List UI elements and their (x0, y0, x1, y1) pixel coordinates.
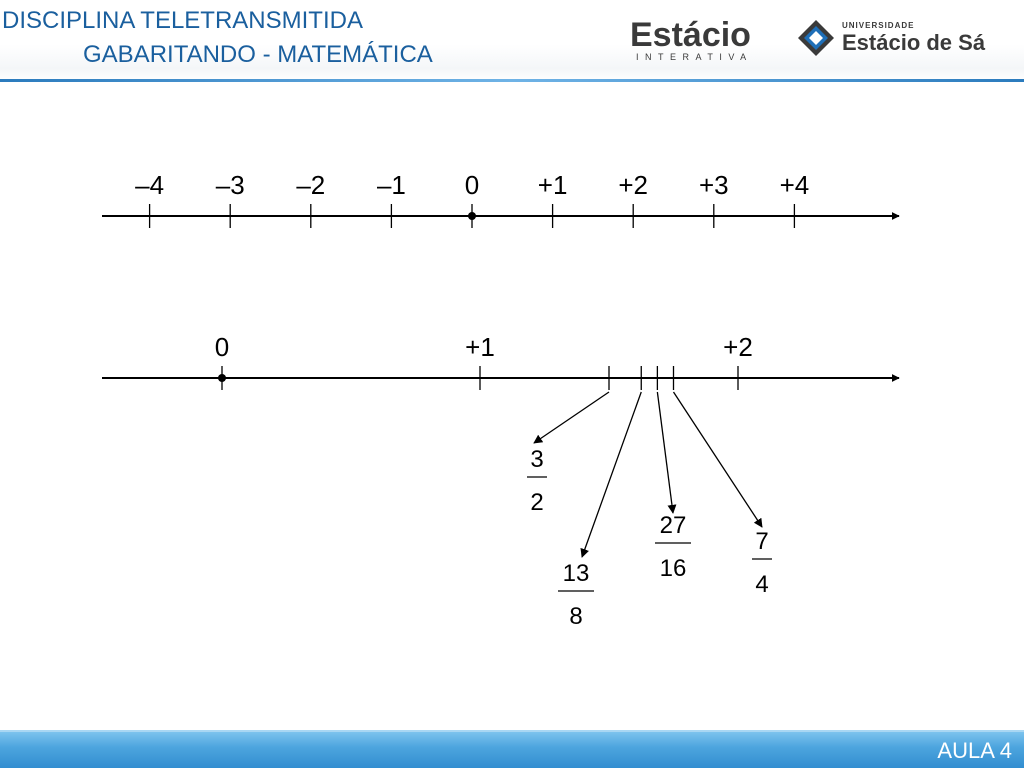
logo-estacio-tagline: INTERATIVA (636, 52, 753, 62)
course-subtitle: GABARITANDO - MATEMÁTICA (83, 41, 433, 68)
fraction-numerator: 13 (562, 560, 590, 587)
tick-label: –4 (135, 170, 165, 200)
integer-number-line (102, 170, 899, 228)
fraction-pointer-arrow (582, 392, 641, 557)
tick-label: –2 (296, 170, 326, 200)
fraction-numerator: 7 (755, 528, 769, 555)
tick-label: 0 (464, 170, 480, 200)
lesson-label: AULA 4 (937, 738, 1012, 763)
tick-label: –1 (376, 170, 406, 200)
fraction-pointer-arrow (657, 392, 673, 513)
fraction-denominator: 8 (569, 603, 583, 630)
course-title: DISCIPLINA TELETRANSMITIDA (2, 7, 363, 34)
logo-estacio-name: Estácio (630, 16, 751, 54)
tick-label: +4 (779, 170, 810, 200)
fraction-pointer-arrow (534, 392, 609, 443)
tick-label: 0 (214, 332, 230, 362)
origin-dot (468, 212, 476, 220)
fraction-denominator: 2 (530, 489, 544, 516)
tick-label: +1 (537, 170, 568, 200)
tick-label: +1 (465, 332, 495, 362)
logo-universidade-small: UNIVERSIDADE (842, 21, 915, 30)
fraction-denominator: 16 (659, 555, 687, 582)
origin-dot (218, 374, 226, 382)
tick-label: –3 (215, 170, 245, 200)
fraction-number-line (102, 332, 899, 630)
tick-label: +3 (698, 170, 729, 200)
fraction-pointer-arrow (674, 392, 763, 527)
logo-universidade-name: Estácio de Sá (842, 30, 986, 55)
tick-label: +2 (723, 332, 753, 362)
fraction-denominator: 4 (755, 571, 769, 598)
footer-bar (0, 730, 1024, 768)
fraction-numerator: 3 (530, 446, 544, 473)
fraction-numerator: 27 (659, 512, 687, 539)
tick-label: +2 (618, 170, 649, 200)
